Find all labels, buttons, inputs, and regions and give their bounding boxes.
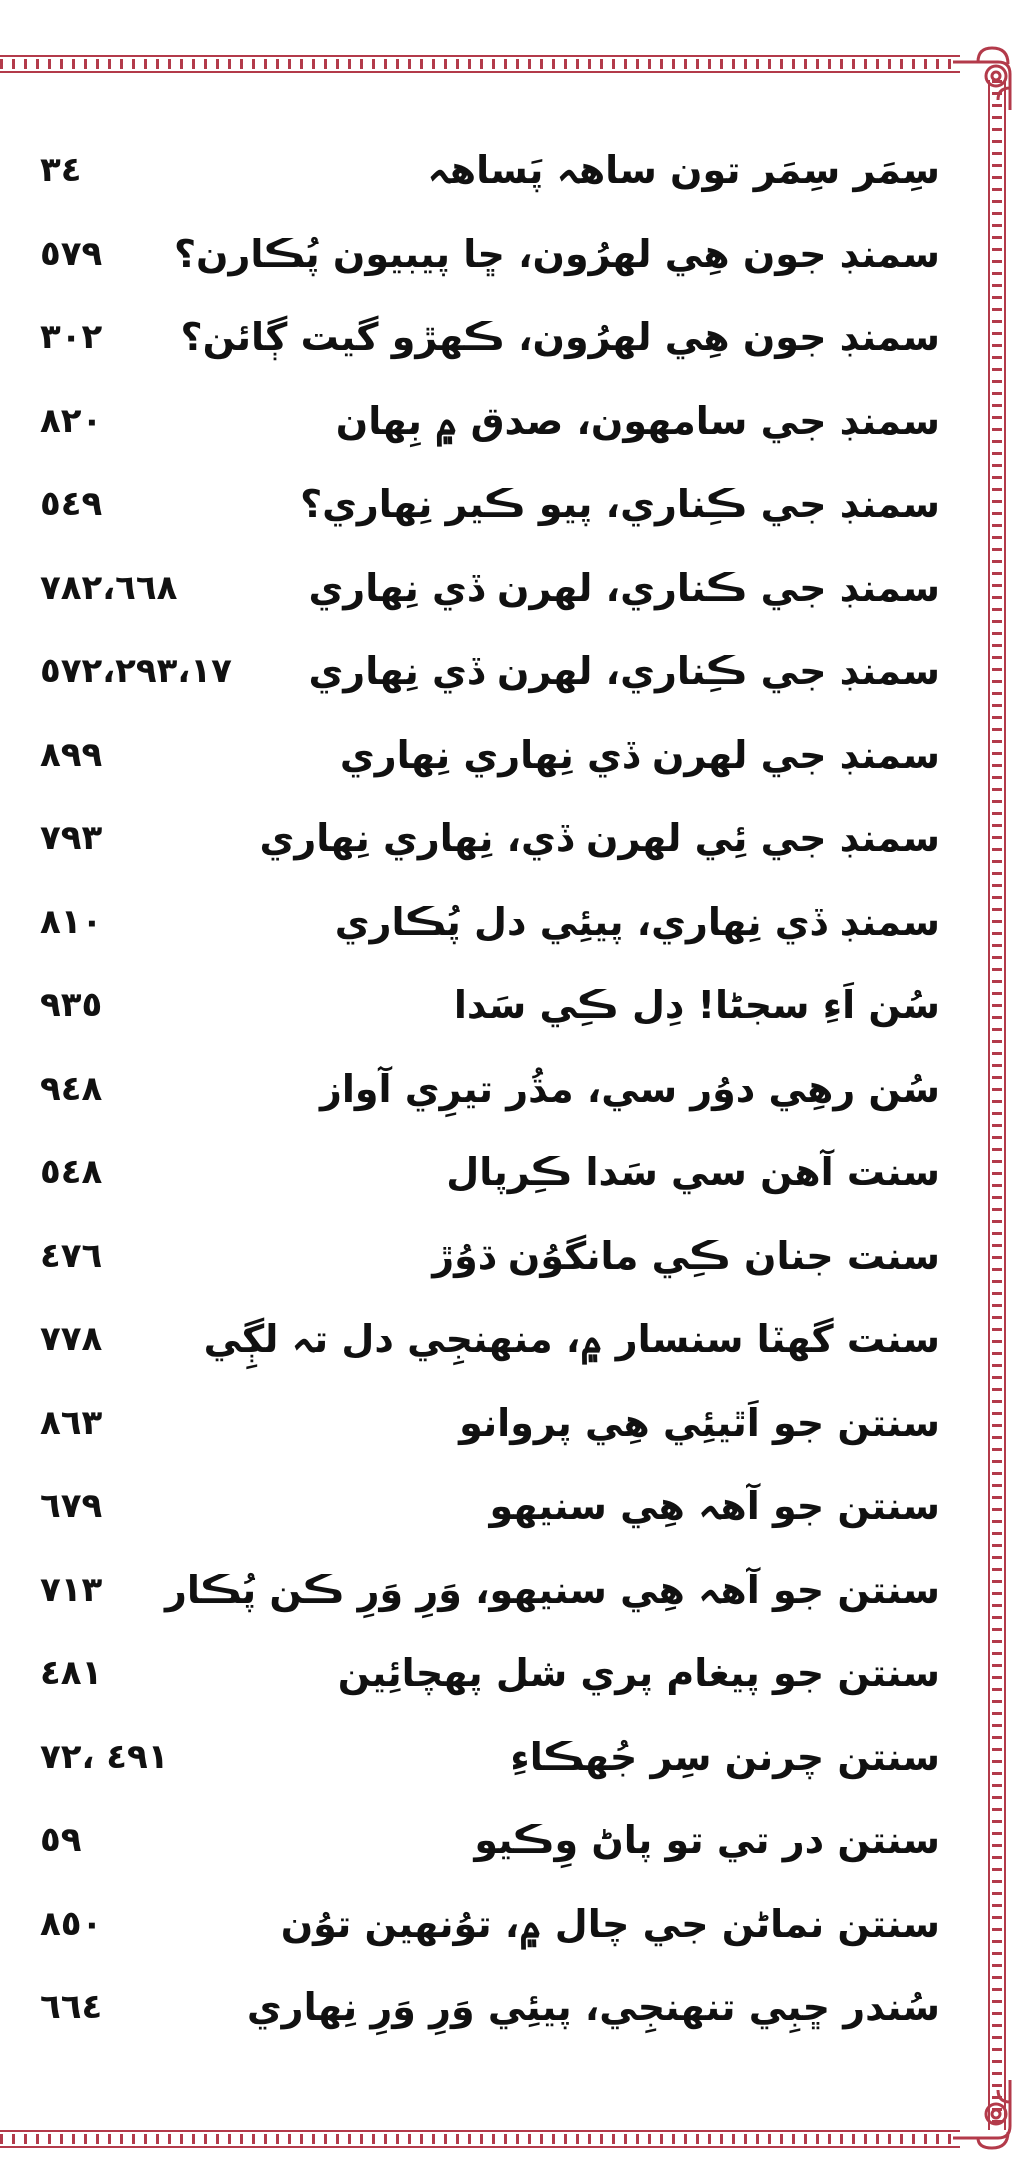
index-entry bbox=[40, 1894, 940, 1978]
entry-title: سنت جنان ڪِي مانگوُن ڌوُڙ bbox=[432, 1233, 940, 1278]
entry-page-number: ٩٤٨ bbox=[40, 1068, 103, 1109]
index-list bbox=[40, 140, 940, 2061]
bottom-border-ornament bbox=[0, 2130, 960, 2148]
entry-title: سمنڊ جون هِي لهرُون، ڇا پيبيون پُڪارن؟ bbox=[174, 231, 940, 276]
entry-title: سمنڊ جي لهرن ڏي نِهاري نِهاري bbox=[339, 732, 940, 777]
entry-page-number: ٧١٣ bbox=[40, 1569, 103, 1610]
entry-page-number: ٨٢٠ bbox=[40, 400, 103, 441]
entry-title: سنتن نماڻن جي چال ۾، توُنهين توُن bbox=[280, 1901, 940, 1946]
entry-page-number: ٥٧٩ bbox=[40, 233, 103, 274]
entry-page-number: ٩٣٥ bbox=[40, 985, 103, 1025]
index-entry bbox=[40, 140, 940, 224]
index-entry bbox=[40, 1142, 940, 1226]
entry-page-number: ٤٨١ bbox=[40, 1653, 103, 1693]
entry-title: سمنڊ جون هِي لهرُون، ڪهڙو گيت ڳائن؟ bbox=[180, 315, 940, 359]
entry-title: سنتن در تي تو پاڻ وِڪيو bbox=[474, 1818, 940, 1862]
entry-title: سمنڊ جي ئِي لهرن ڏي، نِهاري نِهاري bbox=[259, 816, 940, 860]
entry-title: سمنڊ جي سامهون، صدق ۾ بِهان bbox=[335, 398, 940, 443]
entry-page-number: ٦٧٩ bbox=[40, 1486, 103, 1526]
entry-title: سمنڊ ڏي نِهاري، پيئِي دل پُڪاري bbox=[334, 899, 940, 944]
index-entry bbox=[40, 1560, 940, 1644]
entry-title: سُندر ڇبِي تنهنجِي، پيئِي وَرِ وَرِ نِهاري bbox=[246, 1985, 940, 2029]
index-entry bbox=[40, 892, 940, 976]
entry-title: سنتن جو اَٿيئِي هِي پروانو bbox=[459, 1400, 940, 1445]
entry-title: سمنڊ جي ڪِناري، لهرن ڏي نِهاري bbox=[308, 649, 940, 693]
entry-page-number: ٥٤٨ bbox=[40, 1152, 103, 1192]
entry-title: سِمَر سِمَر تون ساهہ پَساهہ bbox=[427, 148, 940, 192]
entry-page-number: ٨٩٩ bbox=[40, 734, 103, 775]
entry-title: سنتن جو آهہ هِي سنيهو، وَرِ وَرِ ڪن پُڪار bbox=[165, 1567, 940, 1612]
bottom-right-corner-ornament-icon bbox=[948, 2080, 1018, 2150]
entry-page-number: ٨٥٠ bbox=[40, 1903, 103, 1944]
top-border-ornament bbox=[0, 55, 960, 73]
entry-title: سُن رهِي دوُر سي، مڌُر تيرِي آواز bbox=[319, 1066, 940, 1111]
entry-page-number: ٥٤٩ bbox=[40, 484, 103, 524]
index-entry bbox=[40, 725, 940, 809]
entry-page-number: ٥٩ bbox=[40, 1820, 82, 1860]
index-entry bbox=[40, 1977, 940, 2061]
index-entry bbox=[40, 224, 940, 308]
entry-page-number: ٣٠٢ bbox=[40, 317, 103, 357]
entry-title: سنت آهن سي سَدا ڪِرپال bbox=[446, 1150, 940, 1194]
index-entry bbox=[40, 307, 940, 391]
entry-page-number: ٨١٠ bbox=[40, 901, 103, 942]
entry-page-number: ٧٧٨ bbox=[40, 1319, 103, 1359]
entry-title: سُن اَءِ سجڻا! دِل ڪِي سَدا bbox=[453, 983, 940, 1027]
top-right-corner-ornament-icon bbox=[948, 40, 1018, 110]
entry-title: سنتن جو پيغام پري شل پهچائِين bbox=[337, 1651, 940, 1695]
entry-title: سنت گهٽا سنسار ۾، منهنجِي دل تہ لڳِي bbox=[203, 1317, 940, 1361]
index-entry bbox=[40, 1476, 940, 1560]
index-entry bbox=[40, 1309, 940, 1393]
index-entry bbox=[40, 975, 940, 1059]
index-entry bbox=[40, 1727, 940, 1811]
index-entry bbox=[40, 391, 940, 475]
index-entry bbox=[40, 1226, 940, 1310]
index-entry bbox=[40, 1810, 940, 1894]
index-entry bbox=[40, 474, 940, 558]
entry-page-number: ٨٦٣ bbox=[40, 1402, 103, 1443]
index-entry bbox=[40, 641, 940, 725]
entry-title: سمنڊ جي ڪناري، لهرن ڏي نِهاري bbox=[308, 565, 940, 610]
index-entry bbox=[40, 558, 940, 642]
index-entry bbox=[40, 808, 940, 892]
entry-page-number: ٧٩٣ bbox=[40, 818, 103, 858]
index-entry bbox=[40, 1643, 940, 1727]
entry-page-number: ٤٧٦ bbox=[40, 1235, 103, 1276]
entry-page-number: ٧٨٢،٦٦٨ bbox=[40, 567, 178, 608]
entry-page-number: ٥٧٢،٢٩٣،١٧ bbox=[40, 651, 232, 691]
entry-title: سنتن جو آهہ هِي سنيهو bbox=[489, 1484, 940, 1528]
entry-title: سنتن چرنن سِر جُهڪاءِ bbox=[510, 1734, 940, 1779]
right-border-ornament bbox=[988, 80, 1006, 2130]
entry-title: سمنڊ جي ڪِناري، پيو ڪير نِهاري؟ bbox=[300, 482, 940, 526]
index-entry bbox=[40, 1059, 940, 1143]
entry-page-number: ٦٦٤ bbox=[40, 1987, 103, 2027]
index-entry bbox=[40, 1393, 940, 1477]
entry-page-number: ٤٩١ ،٧٢ bbox=[40, 1736, 169, 1777]
entry-page-number: ٣٤ bbox=[40, 150, 82, 190]
